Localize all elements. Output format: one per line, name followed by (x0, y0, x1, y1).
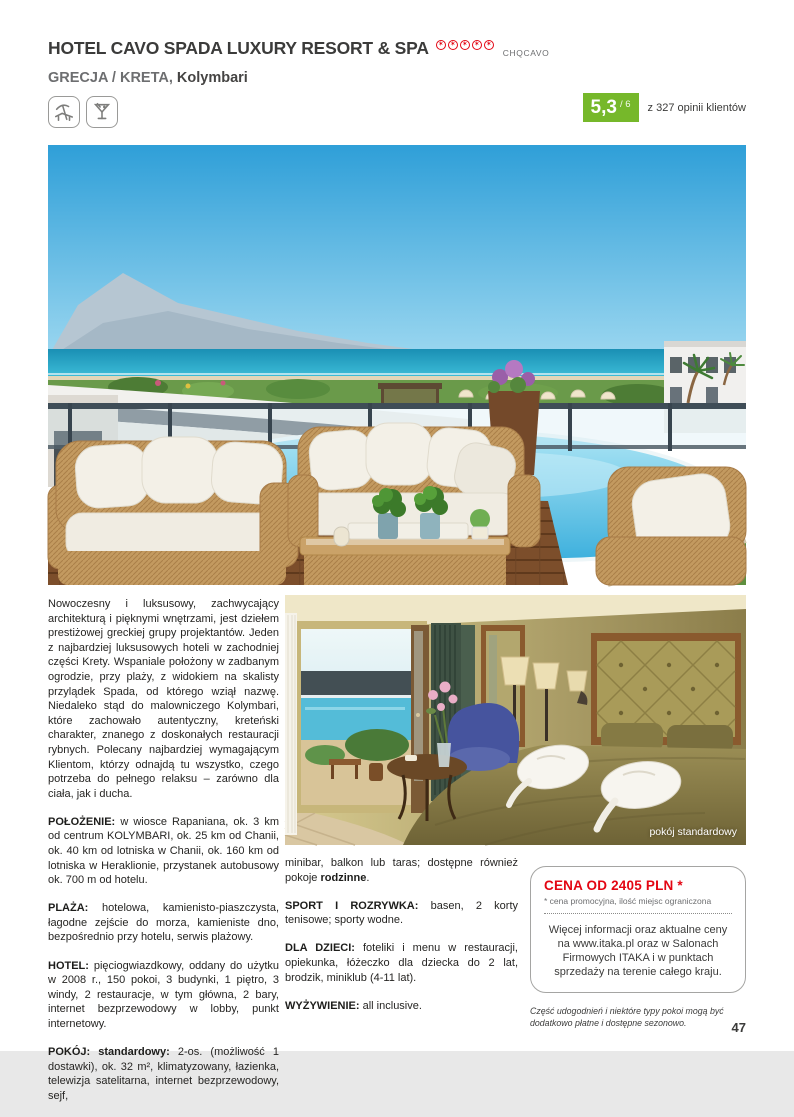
section-text: 2-os. (możliwość 1 dostawki), ok. 32 m², klimatyzowany, łazienka, telewizja satelitarna, internet bezprzewodowy, sejf, (48, 1046, 280, 1102)
standard-room-illustration (285, 595, 746, 845)
section-text: pięciogwiazdkowy, oddany do użytku w 2008 r., 150 pokoi, 3 budynki, 1 piętro, 3 windy, 2 restauracje, w tym główna, 2 bary, internet bezprzewodowy w lobby, punkt internetowy. (48, 959, 279, 1030)
rating-score: 5,3 (590, 97, 617, 118)
star-rating (436, 40, 494, 50)
room-photo-caption: pokój standardowy (649, 826, 737, 838)
section-text: all inclusive. (362, 999, 422, 1012)
amenity-icons (48, 96, 118, 128)
section-sport (285, 899, 518, 928)
section-text-bold: rodzinne (320, 871, 367, 884)
section-plaza (48, 901, 279, 945)
location-line (48, 70, 248, 86)
column-right (530, 866, 746, 1029)
rating-scale: / 6 (619, 98, 631, 110)
fine-print: Część udogodnień i niektóre typy pokoi mogą być dodatkowo płatne i dostępne sezonowo. (530, 1006, 724, 1028)
section-pokoj-continuation (285, 856, 518, 885)
rating-reviews-label: z 327 opinii klientów (647, 101, 746, 114)
price-box (530, 866, 746, 993)
section-text: w wiosce Rapaniana, ok. 3 km od centrum KOLYMBARI, ok. 25 km od Chanii, ok. 40 km od lotniska w Chanii, ok. 160 km od lotniska w Heraklionie, przystanek autobusowy ok. 700 m od hotelu. (48, 815, 279, 887)
section-label: SPORT I ROZRYWKA: (285, 899, 419, 912)
section-label: POŁOŻENIE: (48, 815, 116, 828)
section-dla-dzieci (285, 941, 518, 985)
section-label: WYŻYWIENIE: (285, 999, 360, 1012)
rating (583, 93, 746, 122)
section-text: hotelowa, kamienisto-piaszczysta, łagodne zejście do morza, kamieniste dno, bezpośrednio przy hotelu, serwis plażowy. (48, 902, 279, 944)
room-photo (285, 595, 746, 845)
star-icon (472, 40, 482, 50)
hotel-code: CHQCAVO (502, 48, 550, 58)
section-hotel (48, 959, 279, 1032)
header (48, 39, 549, 58)
page-title: HOTEL CAVO SPADA LUXURY RESORT & SPA (48, 38, 429, 58)
section-text: minibar, balkon lub taras; dostępne również pokoje (285, 857, 518, 884)
star-icon (484, 40, 494, 50)
column-left (48, 597, 279, 1117)
rating-badge (583, 93, 639, 122)
section-text: foteliki i menu w restauracji, opiekunka, łóżeczko dla dziecka do 2 lat, brodzik, miniklub (4-11 lat). (285, 942, 518, 984)
cocktail-icon (86, 96, 118, 128)
price-info: Więcej informacji oraz aktualne ceny na www.itaka.pl oraz w Salonach Firmowych ITAKA i w punktach sprzedaży na terenie całego kraju. (548, 924, 728, 978)
location-city: Kolymbari (176, 70, 248, 86)
page-number: 47 (731, 1020, 746, 1035)
section-label: HOTEL: (48, 959, 89, 972)
star-icon (460, 40, 470, 50)
section-pokoj (48, 1045, 279, 1103)
star-icon (436, 40, 446, 50)
section-text: basen, 2 korty tenisowe; sporty wodne. (285, 899, 519, 927)
star-icon (448, 40, 458, 50)
section-polozenie (48, 815, 279, 888)
price-note: * cena promocyjna, ilość miejsc ograniczona (544, 896, 712, 906)
main-photo (48, 145, 746, 585)
section-text: . (366, 871, 370, 884)
beach-umbrella-icon (48, 96, 80, 128)
intro-paragraph: Nowoczesny i luksusowy, zachwycający architekturą i pięknymi wnętrzami, jest dziełem prestiżowej greckiej grupy projektantów. Jeden z najbardziej luksusowych hoteli w zachodniej części Krety. Wspaniale położony w zadbanym ogrodzie, przy plaży, z widokiem na skalisty przylądek Spada, od którego wziął nazwę. Niedaleko stąd do malowniczego Kolymbari, które zachowało autentyczny, kreteński charakter, znanego z doskonałych restauracji rybnych. Polecany najbardziej wymagającym Klientom, którzy odnajdą tu wszystko, czego potrzeba do pełnego relaksu – zarówno dla ciała, jak i ducha. (48, 598, 279, 800)
pool-terrace-illustration (48, 145, 746, 585)
section-label: POKÓJ: standardowy: (48, 1046, 170, 1059)
price-title: CENA OD 2405 PLN * (544, 878, 683, 893)
section-label: DLA DZIECI: (285, 942, 355, 955)
dotted-divider (544, 913, 732, 914)
location-region: GRECJA / KRETA, (48, 70, 173, 86)
column-middle (285, 856, 518, 1027)
section-label: PLAŻA: (48, 902, 89, 915)
section-wyzywienie (285, 999, 518, 1014)
